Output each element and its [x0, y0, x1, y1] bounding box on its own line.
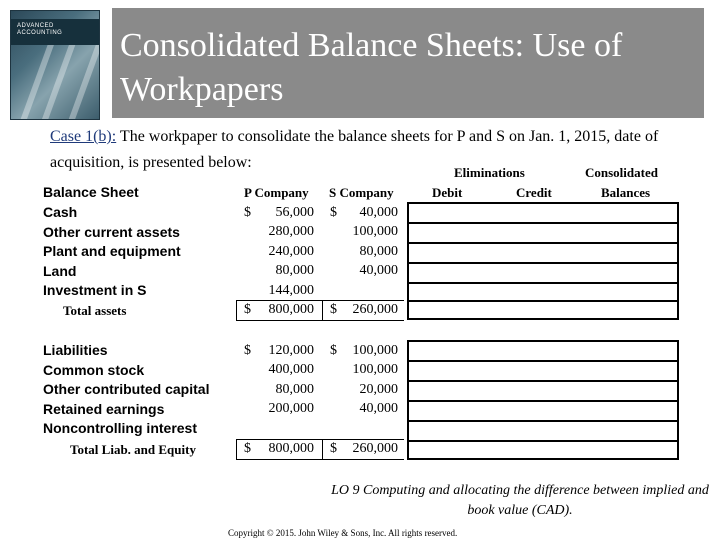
- total-rule: [236, 300, 404, 301]
- currency-symbol: $: [330, 343, 337, 358]
- slide-title: Consolidated Balance Sheets: Use of Workpapers: [120, 27, 623, 108]
- p-plant-equipment: 240,000: [268, 244, 314, 259]
- p-other-current-assets: 280,000: [268, 224, 314, 239]
- s-common-stock: 100,000: [352, 362, 398, 377]
- header-p-company: P Company: [244, 185, 309, 200]
- s-total-assets: 260,000: [352, 302, 398, 317]
- header-s-company: S Company: [329, 185, 394, 200]
- s-other-contributed-capital: 20,000: [359, 382, 398, 397]
- row-label-other-current-assets: Other current assets: [43, 224, 180, 240]
- currency-symbol: $: [244, 205, 251, 220]
- row-label-plant-equipment: Plant and equipment: [43, 243, 181, 259]
- total-rule: [236, 320, 404, 321]
- book-cover-image: [10, 10, 100, 120]
- learning-objective: LO 9 Computing and allocating the difference between implied and book value (CAD).: [331, 483, 709, 518]
- row-label-noncontrolling-interest: Noncontrolling interest: [43, 420, 197, 436]
- row-label-cash: Cash: [43, 204, 78, 220]
- book-cover-text: ADVANCED ACCOUNTING: [17, 23, 63, 36]
- currency-symbol: $: [244, 441, 251, 456]
- row-label-common-stock: Common stock: [43, 362, 145, 378]
- currency-symbol: $: [330, 205, 337, 220]
- p-cash: 56,000: [275, 205, 314, 220]
- p-liabilities: 120,000: [268, 343, 314, 358]
- row-label-total-liab-equity: Total Liab. and Equity: [70, 442, 196, 457]
- s-total-liab-equity: 260,000: [352, 441, 398, 456]
- header-balance-sheet: Balance Sheet: [43, 184, 139, 200]
- currency-symbol: $: [330, 441, 337, 456]
- row-label-land: Land: [43, 263, 77, 279]
- p-retained-earnings: 200,000: [268, 401, 314, 416]
- currency-symbol: $: [244, 302, 251, 317]
- header-eliminations: Eliminations: [454, 165, 525, 180]
- header-debit: Debit: [432, 185, 463, 200]
- s-cash: 40,000: [359, 205, 398, 220]
- assets-grid: [407, 202, 679, 320]
- p-investment-in-s: 144,000: [268, 283, 314, 298]
- p-total-liab-equity: 800,000: [268, 441, 314, 456]
- intro-text: The workpaper to consolidate the balance sheets for P and S on Jan. 1, 2015, date of acquisition, is presented below:: [50, 128, 659, 171]
- header-consolidated: Consolidated: [585, 165, 658, 180]
- row-label-total-assets: Total assets: [63, 303, 127, 318]
- currency-symbol: $: [244, 343, 251, 358]
- s-liabilities: 100,000: [352, 343, 398, 358]
- s-land: 40,000: [359, 263, 398, 278]
- row-label-other-contributed-capital: Other contributed capital: [43, 381, 210, 397]
- p-common-stock: 400,000: [268, 362, 314, 377]
- currency-symbol: $: [330, 302, 337, 317]
- total-rule: [236, 439, 404, 440]
- case-label: Case 1(b):: [50, 128, 117, 145]
- p-other-contributed-capital: 80,000: [275, 382, 314, 397]
- s-retained-earnings: 40,000: [359, 401, 398, 416]
- header-credit: Credit: [516, 185, 552, 200]
- s-plant-equipment: 80,000: [359, 244, 398, 259]
- s-other-current-assets: 100,000: [352, 224, 398, 239]
- slide-header: [0, 0, 720, 120]
- p-land: 80,000: [275, 263, 314, 278]
- p-total-assets: 800,000: [268, 302, 314, 317]
- row-label-retained-earnings: Retained earnings: [43, 401, 165, 417]
- copyright: Copyright © 2015. John Wiley & Sons, Inc. All rights reserved.: [228, 528, 458, 538]
- row-label-liabilities: Liabilities: [43, 342, 108, 358]
- header-balances: Balances: [601, 185, 651, 200]
- row-label-investment-in-s: Investment in S: [43, 282, 147, 298]
- total-rule: [236, 459, 404, 460]
